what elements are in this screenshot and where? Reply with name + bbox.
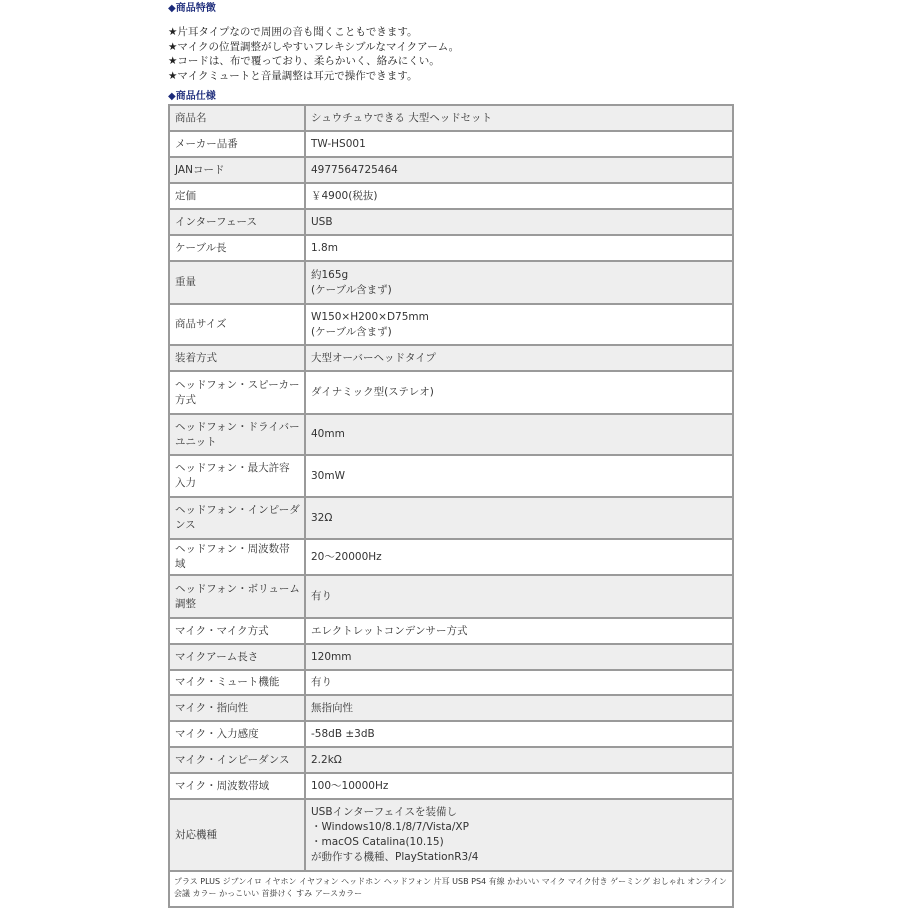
spec-value bbox=[305, 575, 733, 618]
spec-value bbox=[305, 414, 733, 455]
spec-label: マイクアーム長さ bbox=[169, 644, 305, 670]
spec-row bbox=[169, 618, 733, 644]
spec-value bbox=[305, 183, 733, 209]
spec-label: ヘッドフォン・ドライバーユニット bbox=[169, 414, 305, 455]
product-description bbox=[168, 0, 734, 898]
spec-value-line: 有り bbox=[311, 590, 332, 602]
spec-label: ヘッドフォン・インピーダンス bbox=[169, 497, 305, 539]
spec-value-line: 30mW bbox=[311, 469, 345, 482]
spec-table bbox=[168, 104, 734, 908]
spec-value-line: USB bbox=[311, 215, 333, 228]
spec-value bbox=[305, 695, 733, 721]
spec-value-line: 20～20000Hz bbox=[311, 550, 382, 563]
spec-label: マイク・マイク方式 bbox=[169, 618, 305, 644]
spec-value-line: シュウチュウできる 大型ヘッドセット bbox=[311, 111, 492, 124]
spec-value-line: 120mm bbox=[311, 650, 352, 663]
spec-row bbox=[169, 345, 733, 371]
spec-value-line: 有り bbox=[311, 676, 332, 688]
spec-row bbox=[169, 695, 733, 721]
spec-value bbox=[305, 345, 733, 371]
spec-value bbox=[305, 773, 733, 799]
spec-value-line: 32Ω bbox=[311, 511, 333, 524]
spec-heading: ◆商品仕様 bbox=[168, 91, 216, 102]
spec-value-line: -58dB ±3dB bbox=[311, 727, 375, 740]
keywords-text: プラス PLUS ジブンイロ イヤホン イヤフォン ヘッドホン ヘッドフォン 片耳 USB PS4 有線 かわいい マイク マイク付き ゲーミング おしゃれ オンライン会議 カラー かっこいい 首掛けく すみ アースカラー bbox=[169, 871, 733, 907]
spec-value bbox=[305, 497, 733, 539]
spec-row bbox=[169, 209, 733, 235]
spec-label: ケーブル長 bbox=[169, 235, 305, 261]
spec-value bbox=[305, 539, 733, 575]
spec-value-line: USBインターフェイスを装備し bbox=[311, 806, 457, 818]
spec-row bbox=[169, 261, 733, 304]
spec-value-line: (ケーブル含まず) bbox=[311, 283, 392, 296]
spec-label: 対応機種 bbox=[169, 799, 305, 871]
spec-row bbox=[169, 721, 733, 747]
feature-item: ★マイクミュートと音量調整は耳元で操作できます。 bbox=[168, 69, 418, 82]
spec-row bbox=[169, 747, 733, 773]
spec-value-line: 100～10000Hz bbox=[311, 779, 389, 792]
spec-label: マイク・ミュート機能 bbox=[169, 670, 305, 695]
spec-value-line: ・Windows10/8.1/8/7/Vista/XP bbox=[311, 821, 469, 833]
spec-value bbox=[305, 105, 733, 131]
spec-value-line: 2.2kΩ bbox=[311, 753, 342, 766]
spec-value bbox=[305, 670, 733, 695]
spec-value bbox=[305, 157, 733, 183]
spec-label: 商品サイズ bbox=[169, 304, 305, 345]
spec-label: JANコード bbox=[169, 157, 305, 183]
spec-label: マイク・入力感度 bbox=[169, 721, 305, 747]
spec-label: 重量 bbox=[169, 261, 305, 304]
feature-item: ★コードは、布で覆っており、柔らかいく、絡みにくい。 bbox=[168, 55, 440, 67]
spec-value-line: 40mm bbox=[311, 428, 345, 440]
spec-value bbox=[305, 799, 733, 871]
spec-row bbox=[169, 414, 733, 455]
spec-label: 商品名 bbox=[169, 105, 305, 131]
spec-value bbox=[305, 261, 733, 304]
spec-label: マイク・インピーダンス bbox=[169, 747, 305, 773]
spec-label: 装着方式 bbox=[169, 345, 305, 371]
spec-value-line: 約165g bbox=[311, 268, 349, 281]
feature-item: ★マイクの位置調整がしやすいフレキシブルなマイクアーム。 bbox=[168, 40, 460, 53]
spec-label: ヘッドフォン・ボリューム調整 bbox=[169, 575, 305, 618]
spec-row bbox=[169, 131, 733, 157]
spec-label: 定価 bbox=[169, 183, 305, 209]
spec-row bbox=[169, 183, 733, 209]
keywords-row bbox=[169, 871, 733, 907]
spec-value bbox=[305, 131, 733, 157]
spec-row bbox=[169, 371, 733, 414]
spec-value bbox=[305, 304, 733, 345]
spec-value bbox=[305, 235, 733, 261]
spec-value bbox=[305, 618, 733, 644]
spec-row bbox=[169, 235, 733, 261]
spec-value-line: 4977564725464 bbox=[311, 163, 398, 176]
spec-label: マイク・周波数帯域 bbox=[169, 773, 305, 799]
spec-label: ヘッドフォン・周波数帯域 bbox=[169, 539, 305, 575]
spec-row bbox=[169, 539, 733, 575]
spec-row bbox=[169, 799, 733, 871]
spec-label: ヘッドフォン・最大許容入力 bbox=[169, 455, 305, 497]
features-list bbox=[168, 25, 734, 83]
features-heading: ◆商品特徴 bbox=[168, 3, 216, 14]
spec-value-line: エレクトレットコンデンサー方式 bbox=[311, 624, 468, 637]
feature-item: ★片耳タイプなので周囲の音も聞くこともできます。 bbox=[168, 26, 418, 38]
spec-value-line: 無指向性 bbox=[311, 701, 353, 714]
spec-label: ヘッドフォン・スピーカー方式 bbox=[169, 371, 305, 414]
spec-value-line: ・macOS Catalina(10.15) bbox=[311, 836, 444, 848]
spec-value-line: ダイナミック型(ステレオ) bbox=[311, 386, 434, 398]
spec-row bbox=[169, 497, 733, 539]
spec-value bbox=[305, 209, 733, 235]
spec-value-line: が動作する機種、PlayStationR3/4 bbox=[311, 851, 479, 863]
spec-row bbox=[169, 157, 733, 183]
spec-row bbox=[169, 670, 733, 695]
spec-value-line: TW-HS001 bbox=[311, 137, 366, 150]
spec-value-line: W150×H200×D75mm bbox=[311, 310, 429, 323]
spec-row bbox=[169, 455, 733, 497]
spec-value-line: 1.8m bbox=[311, 241, 338, 254]
spec-value-line: 大型オーバーヘッドタイプ bbox=[311, 351, 436, 364]
spec-value bbox=[305, 455, 733, 497]
spec-value-line: ￥4900(税抜) bbox=[311, 189, 378, 202]
spec-value bbox=[305, 371, 733, 414]
spec-label: メーカー品番 bbox=[169, 131, 305, 157]
spec-value bbox=[305, 721, 733, 747]
spec-label: インターフェース bbox=[169, 209, 305, 235]
spec-row bbox=[169, 575, 733, 618]
spec-value bbox=[305, 747, 733, 773]
spec-value bbox=[305, 644, 733, 670]
spec-label: マイク・指向性 bbox=[169, 695, 305, 721]
spec-row bbox=[169, 773, 733, 799]
spec-value-line: (ケーブル含まず) bbox=[311, 325, 392, 338]
spec-row bbox=[169, 644, 733, 670]
spec-row bbox=[169, 304, 733, 345]
spec-row bbox=[169, 105, 733, 131]
